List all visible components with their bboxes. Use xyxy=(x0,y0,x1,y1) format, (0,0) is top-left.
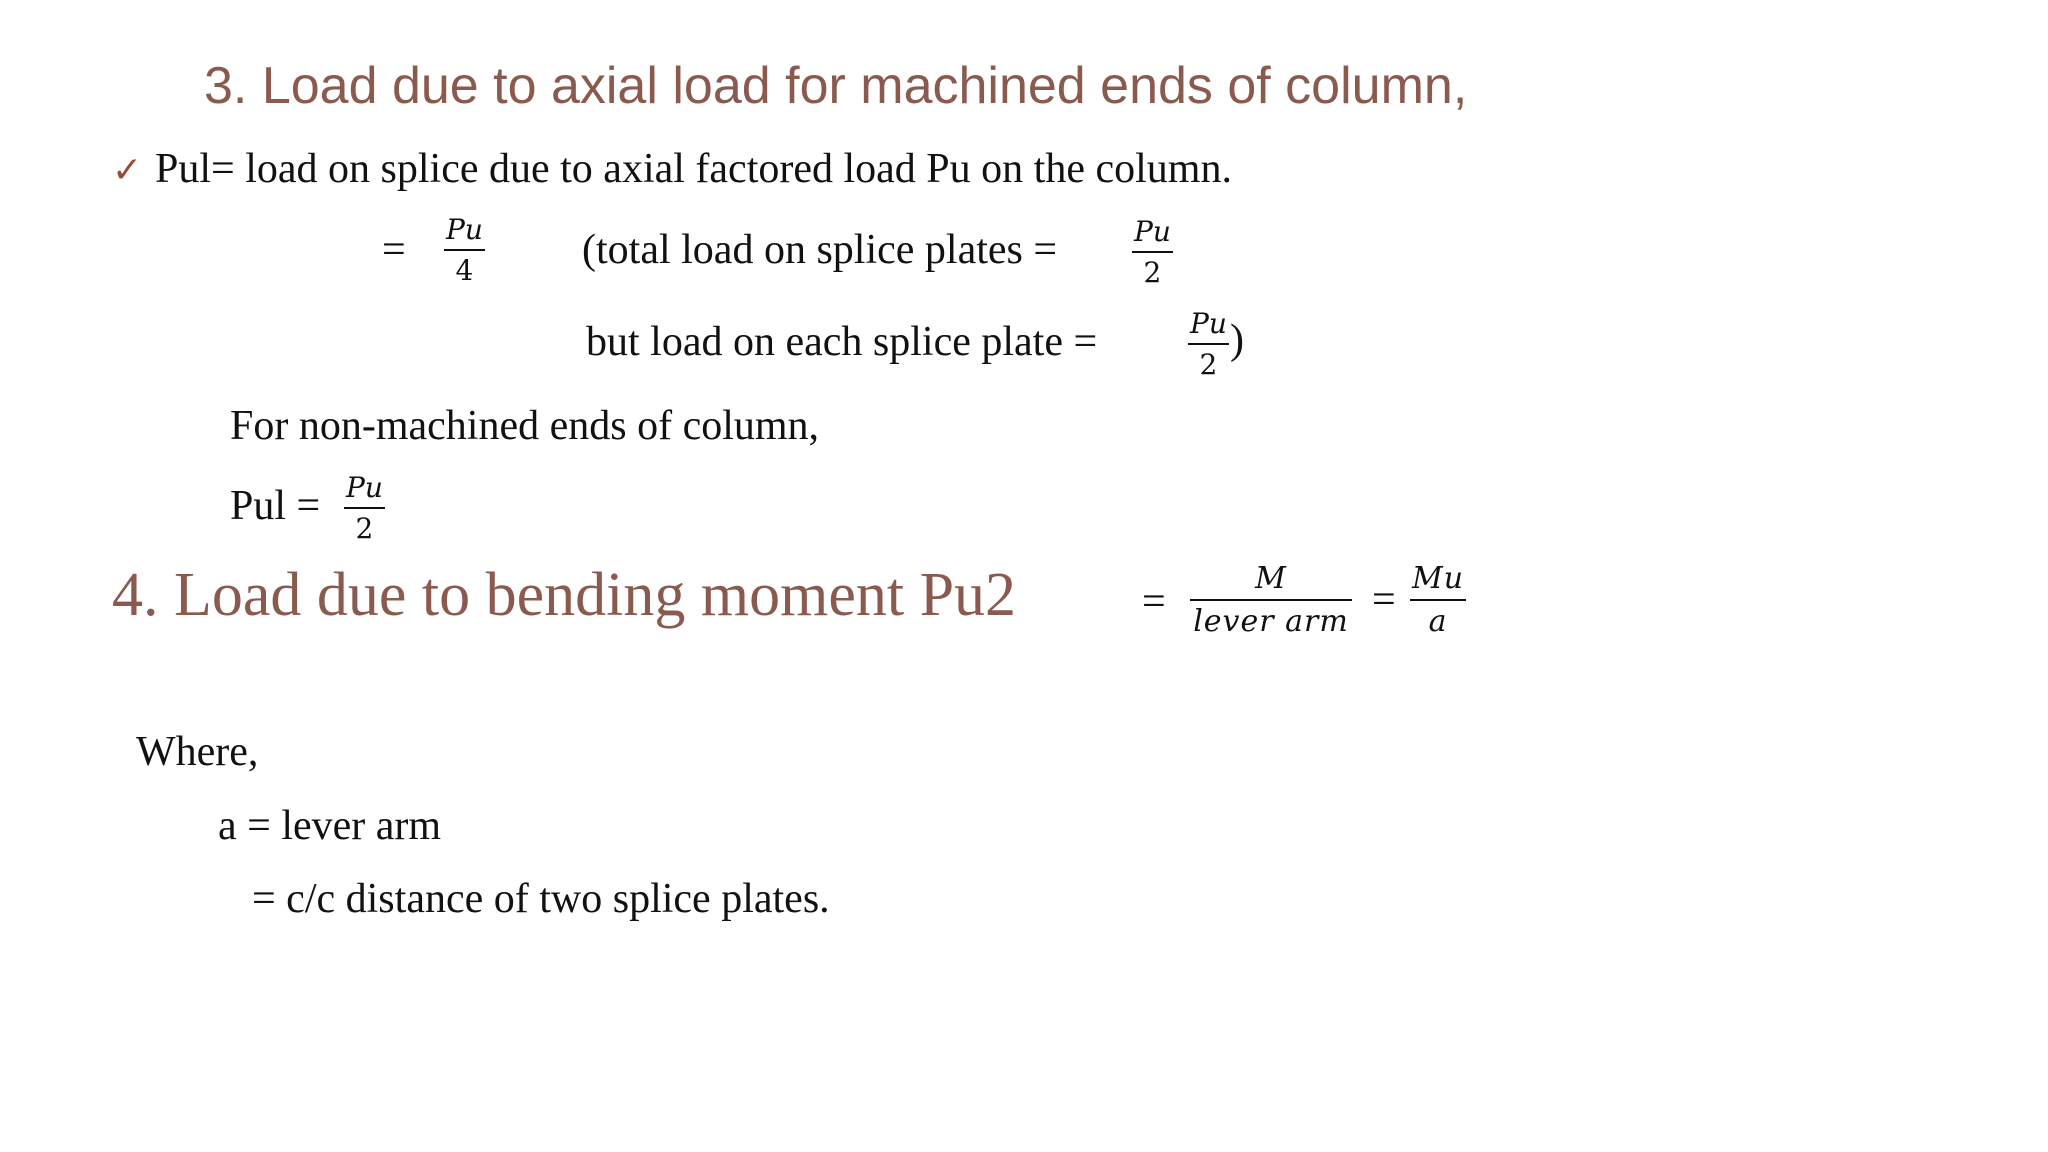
fraction-denominator: lever arm xyxy=(1193,604,1349,639)
fraction-numerator: Mu xyxy=(1412,561,1465,596)
equals-sign: = xyxy=(382,227,406,273)
non-machined-heading: For non-machined ends of column, xyxy=(230,403,820,449)
section-heading-3: 3. Load due to axial load for machined ends of column, xyxy=(204,57,1468,115)
fraction-denominator: a xyxy=(1428,604,1448,639)
fraction-numerator: Pu xyxy=(446,213,483,246)
check-icon: ✓ xyxy=(112,150,143,191)
where-label: Where, xyxy=(136,729,259,775)
equals-sign: = xyxy=(1372,577,1396,623)
fraction-m-over-lever-arm xyxy=(1190,561,1352,639)
fraction-denominator: 4 xyxy=(455,254,474,287)
pul-definition: Pul= load on splice due to axial factored load Pu on the column. xyxy=(155,146,1232,192)
fraction-numerator: Pu xyxy=(346,471,383,504)
fraction-denominator: 2 xyxy=(1143,256,1162,289)
fraction-pu-over-4 xyxy=(444,213,485,287)
fraction-numerator: Pu xyxy=(1134,215,1171,248)
fraction-numerator: M xyxy=(1255,561,1287,596)
definition-lever-arm: a = lever arm xyxy=(218,803,442,849)
fraction-pu-over-2 xyxy=(1188,307,1229,381)
equals-sign: = xyxy=(1142,579,1166,625)
definition-cc-distance: = c/c distance of two splice plates. xyxy=(252,876,830,922)
each-plate-load-note: but load on each splice plate = xyxy=(586,319,1098,365)
closing-paren: ) xyxy=(1230,317,1244,363)
fraction-pu-over-2 xyxy=(344,471,385,545)
fraction-denominator: 2 xyxy=(355,512,374,545)
fraction-denominator: 2 xyxy=(1199,348,1218,381)
fraction-pu-over-2 xyxy=(1132,215,1173,289)
fraction-mu-over-a xyxy=(1410,561,1466,639)
pul-lhs: Pul = xyxy=(230,483,321,529)
fraction-numerator: Pu xyxy=(1190,307,1227,340)
total-load-note: (total load on splice plates = xyxy=(582,227,1058,273)
section-heading-4: 4. Load due to bending moment Pu2 xyxy=(112,561,1017,629)
